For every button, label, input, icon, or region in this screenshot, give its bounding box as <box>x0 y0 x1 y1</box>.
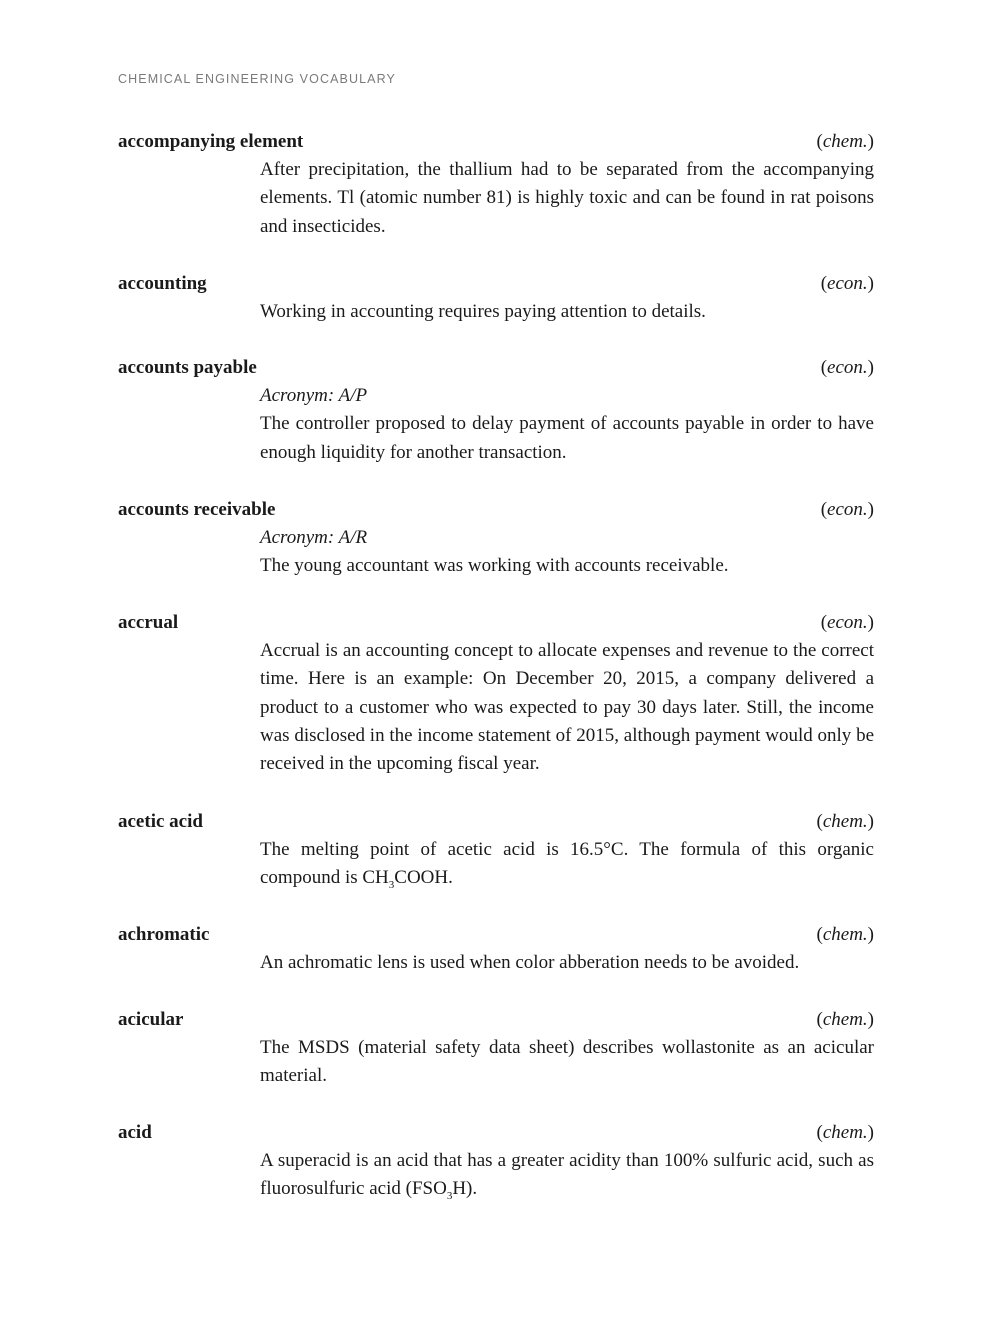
entry-definition: After precipitation, the thallium had to be separated from the accompanying elements. Tl (atomic number 81) is highly toxic and can be found in rat poisons and insecticides. <box>260 159 874 237</box>
entry-acetic-acid <box>118 808 874 893</box>
entry-acronym: Acronym: A/P <box>260 385 368 406</box>
entry-definition: The controller proposed to delay payment of accounts payable in order to have enough liquidity for another transaction. <box>260 413 874 463</box>
entry-term: acicular <box>118 1009 184 1030</box>
subscript: 3 <box>446 1190 453 1203</box>
entry-definition: An achromatic lens is used when color abberation needs to be avoided. <box>260 952 800 973</box>
entry-acid <box>118 1119 874 1204</box>
subscript: 3 <box>388 879 395 892</box>
entry-acicular <box>118 1006 874 1091</box>
entry-field: (econ.) <box>820 612 874 633</box>
entry-field: (econ.) <box>820 499 874 520</box>
entry-definition: Working in accounting requires paying attention to details. <box>260 301 706 322</box>
entry-field: (chem.) <box>816 1009 874 1030</box>
entry-definition: The MSDS (material safety data sheet) describes wollastonite as an acicular material. <box>260 1037 874 1087</box>
entry-definition: The young accountant was working with accounts receivable. <box>260 555 729 577</box>
entry-accounts-receivable <box>118 496 874 581</box>
entry-acronym: Acronym: A/R <box>260 527 368 548</box>
entry-field: (chem.) <box>816 131 874 152</box>
entry-accrual <box>118 609 874 778</box>
entry-term: accompanying element <box>118 131 304 152</box>
entry-term: accounts payable <box>118 357 257 378</box>
running-header: CHEMICAL ENGINEERING VOCABULARY <box>118 72 396 86</box>
entry-field: (chem.) <box>816 811 874 832</box>
entry-definition: The melting point of acetic acid is 16.5°C. The formula of this organic compound is $CH_3COOH$. <box>260 839 874 892</box>
entry-term: accrual <box>118 612 179 633</box>
entry-accompanying-element <box>118 128 874 241</box>
entry-field: (chem.) <box>816 1122 874 1143</box>
entry-accounting <box>118 270 874 326</box>
entry-achromatic <box>118 921 874 977</box>
entry-field: (econ.) <box>820 273 874 294</box>
entry-term: achromatic <box>118 924 210 945</box>
entry-term: acetic acid <box>118 811 203 832</box>
entry-term: acid <box>118 1122 152 1143</box>
entry-field: (econ.) <box>820 357 874 378</box>
entry-field: (chem.) <box>816 924 874 945</box>
entry-accounts-payable <box>118 354 874 467</box>
entry-term: accounting <box>118 273 207 294</box>
entry-term: accounts receivable <box>118 499 276 520</box>
entry-definition: Accrual is an accounting concept to allocate expenses and revenue to the correct time. Here is an example: On December 20, 2015, a company delivered a product to a customer who was expected to pay 30 days later. Still, the income was disclosed in the income statement of 2015, although payment would only be received in the upcoming fiscal year. <box>260 640 874 775</box>
entry-definition: A superacid is an acid that has a greater acidity than 100% sulfuric acid, such as fluorosulfuric acid $(FSO_3H)$. <box>260 1150 874 1203</box>
